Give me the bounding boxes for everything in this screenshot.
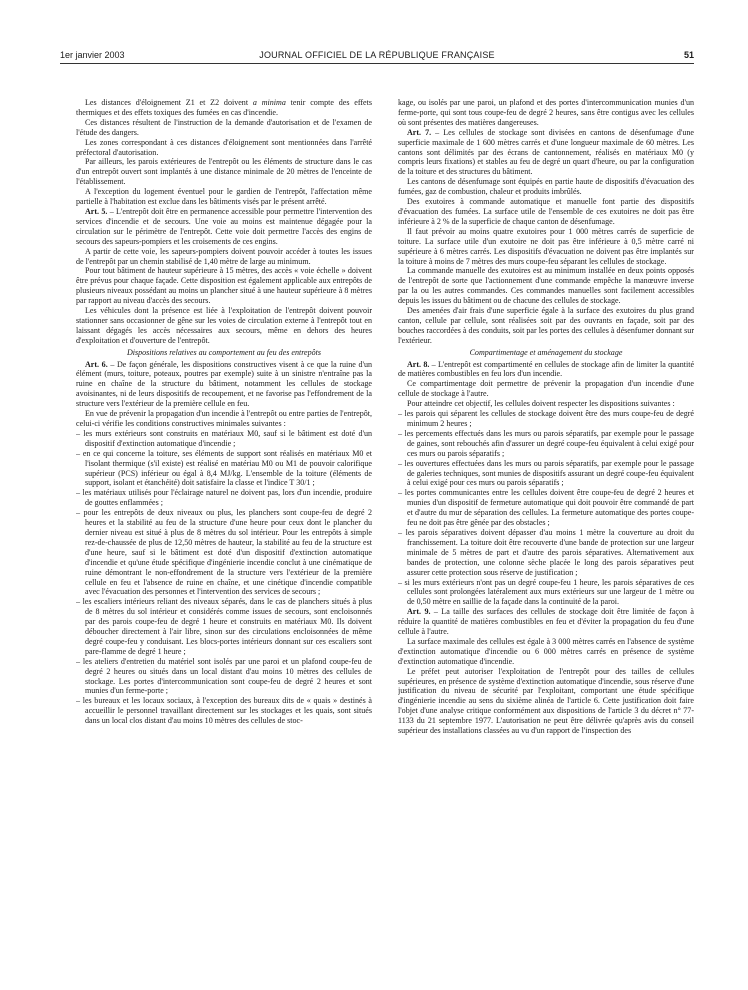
paragraph: Des exutoires à commande automatique et manuelle font partie des dispositifs d'évacuation des fumées. La surface utile de l'ensemble de ces exutoires ne doit pas être inférieure à 2 % de la superficie de chaque canton de désenfumage.: [398, 197, 694, 226]
article-9: Art. 9. – La taille des surfaces des cellules de stockage doit être limitée de façon à réduire la quantité de matières combustibles en feu et d'éviter la propagation du feu d'une cellule à l'autre.: [398, 607, 694, 637]
article-label: Art. 9.: [407, 607, 431, 617]
list-item: – les matériaux utilisés pour l'éclairage naturel ne doivent pas, lors d'un incendie, produire de gouttes enflammées ;: [76, 488, 372, 508]
list-item: – si les murs extérieurs n'ont pas un degré coupe-feu 1 heure, les parois séparatives de ces cellules sont prolongées latéralement aux murs extérieurs sur une largeur de 1 mètre ou de 0,50 mètre en saillie de la façade dans la continuité de la paroi.: [398, 578, 694, 608]
paragraph-continued: kage, ou isolés par une paroi, un plafond et des portes d'intercommunication munies d'un ferme-porte, qui sont tous coupe-feu de degré 2 heures, sans être contigus avec les cellules où sont présentes des matières dangereuses.: [398, 98, 694, 127]
paragraph: Ce compartimentage doit permettre de prévenir la propagation d'un incendie d'une cellule de stockage à l'autre.: [398, 379, 694, 399]
article-8: Art. 8. – L'entrepôt est compartimenté en cellules de stockage afin de limiter la quantité de matières combustibles en feu lors d'un incendie.: [398, 359, 694, 379]
paragraph: Le préfet peut autoriser l'exploitation de l'entrepôt pour des tailles de cellules supérieures, en présence de système d'extinction automatique d'incendie, sous réserve d'une justification du niveau de sécurité par l'exploitant, comportant une étude spécifique d'ingénierie incendie au sens du sixième alinéa de l'article 6. Cette justification doit faire l'objet d'une analyse critique conformément aux dispositions de l'article 3 du décret n° 77-1133 du 21 septembre 1977. L'autorisation ne peut être délivrée qu'après avis du conseil supérieur des installations classées au vu d'un rapport de l'inspection des: [398, 666, 694, 736]
list-item: – les bureaux et les locaux sociaux, à l'exception des bureaux dits de « quais » destinés à accueillir le personnel travaillant directement sur les stockages et les quais, sont situés dans un local clos distant d'au moins 10 mètres des cellules de stoc-: [76, 696, 372, 726]
article-label: Art. 8.: [407, 359, 430, 369]
list-item: – les ateliers d'entretien du matériel sont isolés par une paroi et un plafond coupe-feu de degré 2 heures ou situés dans un local distant d'au moins 10 mètres des cellules de stockage. Les portes d'intercommunication sont coupe-feu de degré 2 heures et sont munies d'un ferme-porte ;: [76, 657, 372, 697]
article-label: Art. 6.: [85, 359, 108, 369]
paragraph: Les cantons de désenfumage sont équipés en partie haute de dispositifs d'évacuation des fumées, gaz de combustion, chaleur et produits imbrûlés.: [398, 177, 694, 197]
paragraph: Pour tout bâtiment de hauteur supérieure à 15 mètres, des accès « voie échelle » doivent être prévus pour chaque façade. Cette disposition est également applicable aux entrepôts de plusieurs niveaux possédant au moins un plancher situé à une hauteur supérieure à 8 mètres par rapport au niveau d'accès des secours.: [76, 266, 372, 306]
article-5: Art. 5. – L'entrepôt doit être en permanence accessible pour permettre l'intervention des services d'incendie et de secours. Une voie au moins est maintenue dégagée pour la circulation sur le périmètre de l'entrepôt. Cette voie doit permettre l'accès des engins de secours des sapeurs-pompiers et les croisements de ces engins.: [76, 206, 372, 246]
paragraph: Pour atteindre cet objectif, les cellules doivent respecter les dispositions suivantes :: [407, 399, 675, 409]
section-heading: Dispositions relatives au comportement au feu des entrepôts: [126, 347, 322, 357]
left-column: [76, 98, 372, 978]
list-item: – les portes communicantes entre les cellules doivent être coupe-feu de degré 2 heures et munies d'un dispositif de fermeture automatique qui doit pouvoir être commandé de part et d'autre du mur de séparation des cellules. La fermeture automatique des portes coupe-feu ne doit pas être gênée par des obstacles ;: [398, 488, 694, 528]
paragraph: En vue de prévenir la propagation d'un incendie à l'entrepôt ou entre parties de l'entrepôt, celui-ci vérifie les conditions constructives minimales suivantes :: [76, 409, 372, 428]
paragraph: Par ailleurs, les parois extérieures de l'entrepôt ou les éléments de structure dans le cas d'un entrepôt ouvert sont implantés à une distance minimale de 20 mètres de l'enceinte de l'établissement.: [76, 157, 372, 187]
paragraph: Des amenées d'air frais d'une superficie égale à la surface des exutoires du plus grand canton, cellule par cellule, sont réalisées soit par des ouvrants en façade, soit par des bouches raccordées à des conduits, soit par les portes des cellules à désenfumer donnant sur l'extérieur.: [398, 306, 694, 345]
paragraph: A l'exception du logement éventuel pour le gardien de l'entrepôt, l'affectation même partielle à l'habitation est exclue dans les bâtiments visés par le présent arrêté.: [76, 187, 372, 207]
list-item: – les parois séparatives doivent dépasser d'au moins 1 mètre la couverture au droit du franchissement. La toiture doit être recouverte d'une bande de protection sur une largeur minimale de 5 mètres de part et d'autre des parois séparatives. Alternativement aux bandes de protection, une colonne sèche placée le long des parois séparatives peut assurer cette protection sous réserve de justification ;: [398, 528, 694, 578]
journal-title: JOURNAL OFFICIEL DE LA RÉPUBLIQUE FRANÇAISE: [259, 50, 495, 60]
list-item: – pour les entrepôts de deux niveaux ou plus, les planchers sont coupe-feu de degré 2 heures et la stabilité au feu de la structure d'une heure pour ceux dont le plancher du dernier niveau est situé à plus de 8 mètres du sol intérieur. Pour les entrepôts à simple rez-de-chaussée de plus de 12,50 mètres de hauteur, la stabilité au feu de la structure est d'une heure, sauf si le bâtiment est doté d'un dispositif d'extinction automatique d'incendie et qu'une étude spécifique d'ingénierie incendie conclut à une cinématique de ruine démontrant le non-effondrement de la structure vers l'extérieur de la première cellule en feu et l'absence de ruine en chaîne, et une cinétique d'incendie compatible avec l'évacuation des personnes et l'intervention des services de secours ;: [76, 508, 372, 597]
paragraph: La surface maximale des cellules est égale à 3 000 mètres carrés en l'absence de système d'extinction automatique d'incendie ou 6 000 mètres carrés en présence de système d'extinction automatique d'incendie.: [398, 636, 694, 666]
article-label: Art. 5.: [85, 206, 108, 216]
header-rule: [60, 63, 694, 64]
dispositions-list: [398, 409, 694, 607]
paragraph: La commande manuelle des exutoires est au minimum installée en deux points opposés de l'entrepôt de sorte que l'actionnement d'une commande empêche la manœuvre inverse par la ou les autres commandes. Ces commandes manuelles sont facilement accessibles depuis les issues du bâtiment ou de chacune des cellules de stockage.: [398, 266, 694, 306]
paragraph: Les distances d'éloignement Z1 et Z2 doivent a minima tenir compte des effets thermiques et des effets toxiques des fumées en cas d'incendie.: [76, 98, 372, 117]
paragraph: Il faut prévoir au moins quatre exutoires pour 1 000 mètres carrés de superficie de toiture. La surface utile d'un exutoire ne doit pas être inférieure à 0,5 mètre carré ni supérieure à 6 mètres carrés. Les dispositifs d'évacuation ne doivent pas être implantés sur la toiture à moins de 7 mètres des murs coupe-feu séparant les cellules de stockage.: [398, 226, 694, 266]
list-item: – les murs extérieurs sont construits en matériaux M0, sauf si le bâtiment est doté d'un dispositif d'extinction automatique d'incendie ;: [76, 429, 372, 449]
paragraph: Ces distances résultent de l'instruction de la demande d'autorisation et de l'examen de l'étude des dangers.: [76, 117, 372, 137]
article-6: Art. 6. – De façon générale, les dispositions constructives visent à ce que la ruine d'un élément (murs, toiture, poteaux, poutres par exemple) suite à un sinistre n'entraîne pas la ruine en chaîne de la structure du bâtiment, notamment les cellules de stockage avoisinantes, ni de leurs dispositifs de recoupement, et ne favorise pas l'effondrement de la structure vers l'extérieur de la première cellule en feu.: [76, 359, 372, 409]
article-7: Art. 7. – Les cellules de stockage sont divisées en cantons de désenfumage d'une superficie maximale de 1 600 mètres carrés et d'une longueur maximale de 60 mètres. Les cantons sont délimités par des écrans de cantonnement, réalisés en matériaux M0 (y compris leurs fixations) et stables au feu de degré un quart d'heure, ou par la configuration de la toiture et des structures du bâtiment.: [398, 127, 694, 177]
list-item: – les ouvertures effectuées dans les murs ou parois séparatifs, par exemple pour le passage de galeries techniques, sont munies de dispositifs assurant un degré coupe-feu équivalent à celui exigé pour ces murs ou parois séparatifs ;: [398, 459, 694, 489]
paragraph: A partir de cette voie, les sapeurs-pompiers doivent pouvoir accéder à toutes les issues de l'entrepôt par un chemin stabilisé de 1,40 mètre de large au minimum.: [76, 246, 372, 266]
section-heading: Compartimentage et aménagement du stockage: [469, 347, 623, 357]
page-number: 51: [683, 50, 694, 60]
conditions-list: [76, 429, 372, 726]
article-label: Art. 7.: [407, 127, 432, 137]
right-column: [398, 98, 694, 978]
issue-date: 1er janvier 2003: [60, 50, 125, 60]
list-item: – les parois qui séparent les cellules de stockage doivent être des murs coupe-feu de degré minimum 2 heures ;: [398, 409, 694, 429]
emphasis: a minima: [252, 98, 286, 107]
list-item: – en ce qui concerne la toiture, ses éléments de support sont réalisés en matériaux M0 et l'isolant thermique (s'il existe) est réalisé en matériau M0 ou M1 de pouvoir calorifique supérieur (PCS) inférieur ou égal à 8,4 MJ/kg. L'ensemble de la toiture (éléments de support, isolant et étanchéité) doit satisfaire la classe et l'indice T 30/1 ;: [76, 449, 372, 489]
paragraph: Les zones correspondant à ces distances d'éloignement sont mentionnées dans l'arrêté préfectoral d'autorisation.: [76, 137, 372, 157]
list-item: – les escaliers intérieurs reliant des niveaux séparés, dans le cas de planchers situés à plus de 8 mètres du sol intérieur et considérés comme issues de secours, sont encloisonnés par des parois coupe-feu de degré 1 heure et construits en matériaux M0. Ils doivent déboucher directement à l'air libre, sinon sur des circulations encloisonnées de même degré coupe-feu y conduisant. Les blocs-portes intérieurs donnant sur ces escaliers sont pare-flamme de degré 1 heure ;: [76, 597, 372, 656]
list-item: – les percements effectués dans les murs ou parois séparatifs, par exemple pour le passage de gaines, sont rebouchés afin d'assurer un degré coupe-feu équivalent à celui exigé pour ces murs ou parois séparatifs ;: [398, 429, 694, 459]
paragraph: Les véhicules dont la présence est liée à l'exploitation de l'entrepôt doivent pouvoir stationner sans occasionner de gêne sur les voies de circulation externe à l'entrepôt tout en laissant dégagés les accès nécessaires aux secours, même en dehors des heures d'exploitation et d'ouverture de l'entrepôt.: [76, 306, 372, 345]
